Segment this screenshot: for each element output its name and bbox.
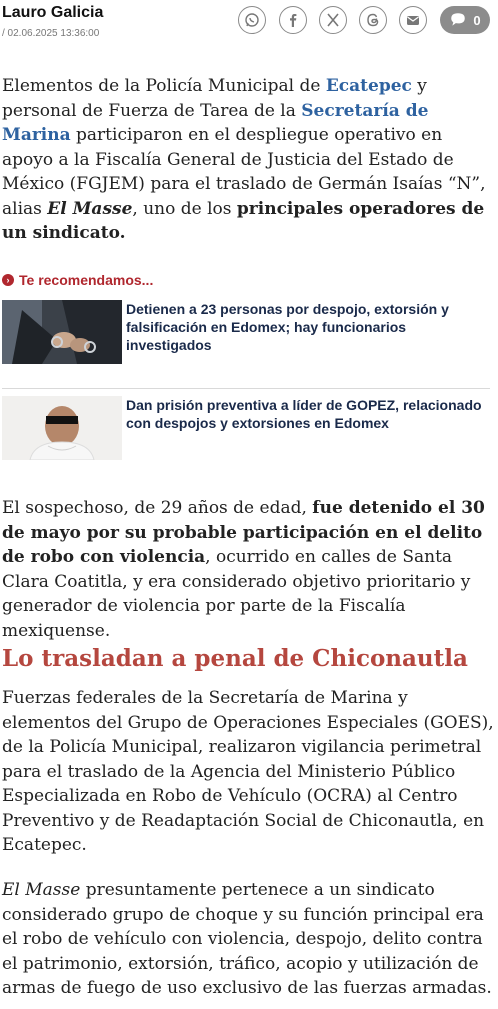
comments-button[interactable]: [440, 6, 490, 34]
recommended-title: Te recomendamos...: [19, 272, 154, 288]
article-paragraph: [2, 496, 494, 643]
threads-icon: [365, 12, 381, 28]
x-share-button[interactable]: [319, 6, 347, 34]
intro-bold-text: principales operadores de un sindicato.: [2, 198, 485, 243]
article-paragraph: [2, 878, 494, 1001]
article-header: [0, 0, 498, 48]
recommended-item-title[interactable]: Dan prisión preventiva a líder de GOPEZ, relacionado con despojos y extorsiones en Edomex: [126, 397, 482, 431]
recommended-thumbnail[interactable]: [2, 396, 122, 460]
intro-text: Elementos de la Policía Municipal de: [2, 76, 326, 96]
publish-date: / 02.06.2025 13:36:00: [2, 28, 100, 39]
paragraph-text: presuntamente pertenece a un sindicato considerado grupo de choque y su función principal era el robo de vehículo con violencia, despojo, delito contra el patrimonio, extorsión, tráfico, acopio y utilización de armas de fuego de uso exclusivo de las fuerzas armadas.: [2, 880, 492, 998]
semar-link[interactable]: Secretaría de Marina: [2, 100, 429, 145]
whatsapp-share-button[interactable]: [238, 6, 266, 34]
email-share-button[interactable]: [399, 6, 427, 34]
recommended-item[interactable]: [2, 300, 490, 366]
recommended-item-title[interactable]: Detienen a 23 personas por despojo, extorsión y falsificación en Edomex; hay funcionarios investigados: [126, 301, 449, 353]
intro-text: , uno de los: [132, 198, 237, 219]
facebook-share-button[interactable]: [279, 6, 307, 34]
recommended-thumbnail[interactable]: [2, 300, 122, 364]
comment-bubble-icon: [449, 11, 467, 29]
paragraph-text: , ocurrido en calles de Santa Clara Coatitla, y era considerado objetivo prioritario y generador de violencia por parte de la Fiscalía mexiquense.: [2, 547, 471, 641]
intro-text: participaron en el despliegue operativo en apoyo a la Fiscalía General de Justicia del Estado de México (FGJEM) para el traslado de Germán Isaías “N”, alias: [2, 125, 486, 219]
email-icon: [405, 12, 421, 28]
suspect-photo: [2, 396, 122, 460]
paragraph-text: El sospechoso, de 29 años de edad,: [2, 498, 313, 518]
paragraph-bold-text: fue detenido el 30 de mayo por su probable participación en el delito de robo con violencia: [2, 498, 485, 567]
alias-text: El Masse: [47, 198, 133, 219]
whatsapp-icon: [244, 12, 260, 28]
x-icon: [325, 12, 341, 28]
intro-paragraph: [2, 74, 494, 246]
comments-count: 0: [473, 12, 481, 28]
handcuffs-photo: [2, 300, 122, 364]
recommended-item[interactable]: [2, 396, 490, 462]
recommended-heading: [2, 272, 153, 288]
section-heading: Lo trasladan a penal de Chiconautla: [2, 645, 468, 672]
facebook-icon: [285, 12, 301, 28]
ecatepec-link[interactable]: Ecatepec: [325, 76, 412, 96]
author-name[interactable]: Lauro Galicia: [2, 4, 104, 21]
intro-text: y personal de Fuerza de Tarea de la: [2, 76, 427, 121]
article-paragraph: Fuerzas federales de la Secretaría de Marina y elementos del Grupo de Operaciones Especiales (GOES), de la Policía Municipal, realizaron vigilancia perimetral para el traslado de la Agencia del Ministerio Público Especializada en Robo de Vehículo (OCRA) al Centro Preventivo y de Readaptación Social de Chiconautla, en Ecatepec.: [2, 688, 494, 855]
alias-text: El Masse: [2, 880, 81, 900]
threads-share-button[interactable]: [359, 6, 387, 34]
chevron-right-icon: ›: [2, 274, 14, 286]
divider: [2, 388, 490, 389]
